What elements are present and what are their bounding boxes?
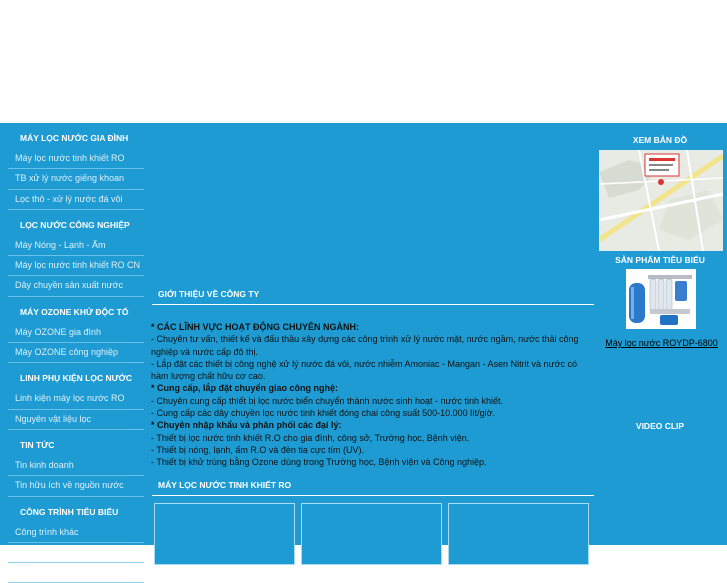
header-blank (0, 0, 727, 123)
location-map[interactable] (599, 150, 723, 251)
ro-section-title: MÁY LỌC NƯỚC TINH KHIẾT RO (158, 480, 292, 490)
sidebar-item-ro-filter[interactable]: Máy lọc nước tinh khiết RO (8, 149, 144, 169)
video-clip-title: VIDEO CLIP (635, 421, 685, 431)
company-intro-text (151, 321, 591, 469)
sidebar-item-business-news[interactable]: Tin kinh doanh (8, 456, 144, 476)
sidebar-item-ro-parts[interactable]: Linh kiện máy lọc nước RO (8, 389, 144, 409)
sidebar-item-ro-industrial[interactable]: Máy lọc nước tinh khiết RO CN (8, 256, 144, 276)
category-household-filters[interactable]: MÁY LỌC NƯỚC GIA ĐÌNH (20, 133, 129, 143)
main-content (147, 123, 594, 545)
sidebar-item-water-news[interactable]: Tin hữu ích về nguồn nước (8, 476, 144, 496)
intro-line: - Chuyên cung cấp thiết bị lọc nước biển chuyển thành nước sinh hoạt - nước tinh khiết. (151, 395, 503, 406)
sidebar-item-production-line[interactable]: Dây chuyền sản xuất nước (8, 276, 144, 296)
sidebar-item-paper-factory[interactable]: CTXL nước nhà máy Giấy (8, 563, 144, 583)
intro-line: - Lắp đặt các thiết bị công nghệ xử lý nước đá vôi, nước nhiễm Amoniac - Mangan - Asen Nitrit và nước có hàm lượng chất hữu cơ cao. (151, 358, 578, 382)
intro-line: - Thiết bị lọc nước tinh khiết R.O cho gia đình, công sở, Trường học, Bệnh viện. (151, 432, 470, 443)
category-industrial-filters[interactable]: LỌC NƯỚC CÔNG NGHIỆP (20, 219, 130, 230)
sidebar-item-hotel-project[interactable]: CT khách sạn vườn Hồng (8, 543, 144, 563)
sidebar-item-ozone-home[interactable]: Máy OZONE gia đình (8, 323, 144, 343)
ro-divider (152, 495, 594, 496)
sidebar-item-other-projects[interactable]: Công trình khác (8, 523, 144, 543)
intro-section-title: GIỚI THIỆU VỀ CÔNG TY (158, 289, 260, 299)
intro-line: - Thiết bị nóng, lạnh, ấm R.O và đèn tia cực tím (UV). (151, 444, 364, 455)
category-projects[interactable]: CÔNG TRÌNH TIÊU BIỂU (20, 506, 119, 517)
intro-line: * Cung cấp, lắp đặt chuyển giao công nghệ: (151, 383, 339, 394)
category-accessories[interactable]: LINH PHỤ KIỆN LỌC NƯỚC (20, 373, 133, 384)
intro-line: - Cung cấp các dây chuyền lọc nước tinh khiết đóng chai công suất 500-10.000 lít/giờ. (151, 408, 496, 419)
intro-line: - Thiết bị khử trùng bằng Ozone dùng trong Trường học, Bệnh viện và Công nghiệp. (151, 457, 487, 468)
category-ozone[interactable]: MÁY OZONE KHỬ ĐỘC TỐ (20, 306, 129, 317)
right-sidebar (596, 123, 727, 545)
sidebar-item-limestone-water[interactable]: Lọc thô - xử lý nước đá vôi (8, 190, 144, 210)
intro-line: - Chuyên tư vấn, thiết kế và đấu thầu xây dựng các công trình xử lý nước mặt, nước ngầm, nước thải công nghiệp và nước cấp đô thị. (151, 334, 579, 357)
sidebar-item-materials[interactable]: Nguyên vật liệu lọc (8, 410, 144, 430)
product-card[interactable] (154, 503, 295, 565)
sidebar-item-well-water[interactable]: TB xử lý nước giếng khoan (8, 169, 144, 189)
intro-line: * CÁC LĨNH VỰC HOẠT ĐỘNG CHUYÊN NGÀNH: (151, 322, 359, 332)
intro-divider (152, 304, 594, 305)
intro-line: * Chuyên nhập khẩu và phân phối các đại lý: (151, 420, 342, 431)
product-card[interactable] (301, 503, 442, 565)
category-news[interactable]: TIN TỨC (20, 439, 55, 450)
sidebar-item-ozone-industrial[interactable]: Máy OZONE công nghiệp (8, 343, 144, 363)
product-name-link[interactable]: Máy lọc nước ROYDP-6800 (605, 338, 718, 348)
map-title[interactable]: XEM BẢN ĐỒ (632, 135, 688, 145)
map-graphic (599, 150, 723, 251)
product-card[interactable] (448, 503, 589, 565)
featured-products-title: SẢN PHẨM TIÊU BIỂU (615, 255, 705, 265)
product-image[interactable] (626, 269, 696, 329)
sidebar-item-hot-cold[interactable]: Máy Nóng - Lạnh - Ấm (8, 236, 144, 256)
water-filter-icon (626, 269, 696, 329)
left-sidebar (0, 123, 146, 583)
